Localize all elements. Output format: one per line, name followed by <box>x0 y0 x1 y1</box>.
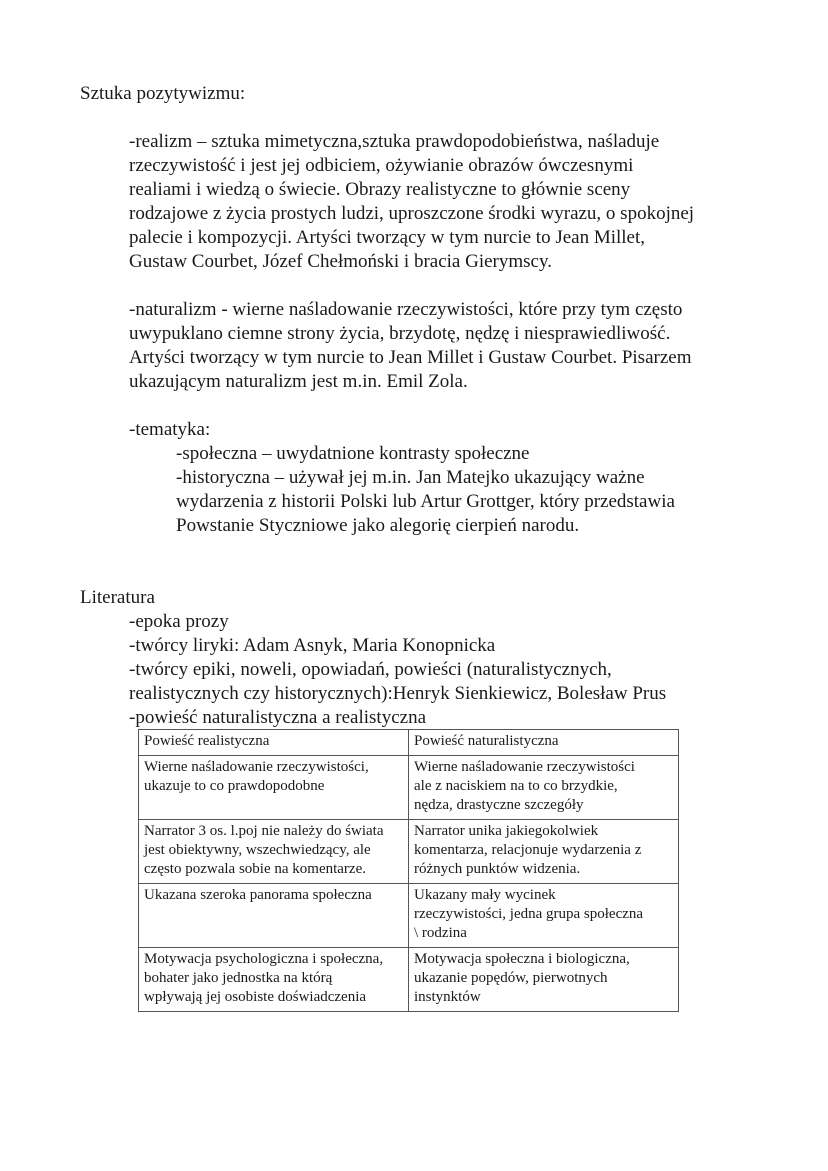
table-cell: Ukazany mały wycinek rzeczywistości, jedna grupa społeczna \ rodzina <box>409 884 679 948</box>
theme-social: -społeczna – uwydatnione kontrasty społeczne <box>176 443 530 464</box>
theme-historical: -historyczna – używał jej m.in. Jan Matejko ukazujący ważne wydarzenia z historii Polski lub Artur Grottger, który przedstawia Powstanie Styczniowe jako alegorię cierpień narodu. <box>176 467 675 536</box>
table-cell: Narrator unika jakiegokolwiek komentarza, relacjonuje wydarzenia z różnych punktów widzenia. <box>409 820 679 884</box>
table-header-row <box>139 730 679 756</box>
table-cell: Wierne naśladowanie rzeczywistości, ukazuje to co prawdopodobne <box>139 756 409 820</box>
table-cell: Narrator 3 os. l.poj nie należy do świata jest obiektywny, wszechwiedzący, ale często pozwala sobie na komentarze. <box>139 820 409 884</box>
art-section-heading: Sztuka pozytywizmu: <box>80 83 246 104</box>
table-header-cell: Powieść naturalistyczna <box>409 730 679 756</box>
table-row <box>139 948 679 1012</box>
naturalism-paragraph: -naturalizm - wierne naśladowanie rzeczywistości, które przy tym często uwypuklano ciemne strony życia, brzydotę, nędzę i niesprawiedliwość. Artyści tworzący w tym nurcie to Jean Millet i Gustaw Courbet. Pisarzem ukazującym naturalizm jest m.in. Emil Zola. <box>129 299 692 392</box>
realism-paragraph: -realizm – sztuka mimetyczna,sztuka prawdopodobieństwa, naśladuje rzeczywistość i jest jej odbiciem, ożywianie obrazów ówczesnymi realiami i wiedzą o świecie. Obrazy realistyczne to głównie sceny rodzajowe z życia prostych ludzi, uproszczone środki wyrazu, o spokojnej palecie i kompozycji. Artyści tworzący w tym nurcie to Jean Millet, Gustaw Courbet, Józef Chełmoński i bracia Gierymscy. <box>129 131 695 272</box>
literature-item: -powieść naturalistyczna a realistyczna <box>129 707 426 728</box>
table-cell: Wierne naśladowanie rzeczywistości ale z naciskiem na to co brzydkie, nędza, drastyczne szczegóły <box>409 756 679 820</box>
novel-comparison-table <box>138 729 679 1012</box>
literature-item: -twórcy epiki, noweli, opowiadań, powieści (naturalistycznych, realistycznych czy historycznych):Henryk Sienkiewicz, Bolesław Prus <box>129 659 667 704</box>
table-cell: Motywacja psychologiczna i społeczna, bohater jako jednostka na którą wpływają jej osobiste doświadczenia <box>139 948 409 1012</box>
themes-heading: -tematyka: <box>129 419 211 440</box>
literature-item: -twórcy liryki: Adam Asnyk, Maria Konopnicka <box>129 635 496 656</box>
literature-item: -epoka prozy <box>129 611 229 632</box>
table-cell: Ukazana szeroka panorama społeczna <box>139 884 409 948</box>
table-cell: Motywacja społeczna i biologiczna, ukazanie popędów, pierwotnych instynktów <box>409 948 679 1012</box>
table-row <box>139 756 679 820</box>
table-row <box>139 884 679 948</box>
table-header-cell: Powieść realistyczna <box>139 730 409 756</box>
table-row <box>139 820 679 884</box>
literature-heading: Literatura <box>80 587 155 608</box>
